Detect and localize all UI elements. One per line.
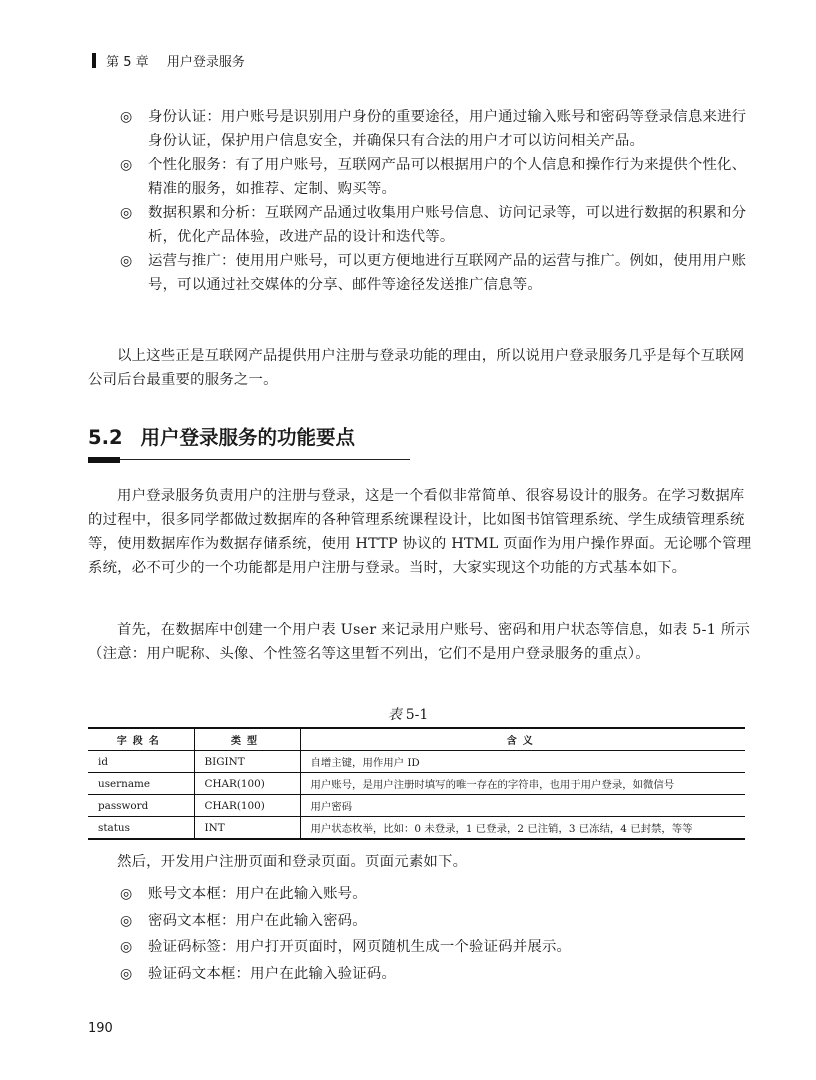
header-chapter: 第 5 章 — [106, 55, 149, 70]
body-paragraph: 首先，在数据库中创建一个用户表 User 来记录用户账号、密码和用户状态等信息，如表 5-1 所示（注意：用户昵称、头像、个性签名等这里暂不列出，它们不是用户登录服务的重点）。 — [88, 622, 751, 662]
bullet-text: 验证码标签：用户打开页面时，网页随机生成一个验证码并展示。 — [148, 939, 572, 955]
bullet-icon: ◎ — [120, 886, 133, 902]
table-caption-number: 5-1 — [405, 707, 429, 723]
table-row — [88, 773, 745, 795]
bullet-text: 数据积累和分析：互联网产品通过收集用户账号信息、访问记录等，可以进行数据的积累和分析，优化产品体验，改进产品的设计和迭代等。 — [148, 205, 747, 245]
list-item — [120, 910, 752, 934]
bullet-text: 个性化服务：有了用户账号，互联网产品可以根据用户的个人信息和操作行为来提供个性化、精准的服务，如推荐、定制、购买等。 — [148, 157, 747, 197]
header-bar-decoration — [92, 53, 96, 68]
bullet-icon: ◎ — [120, 157, 133, 173]
table-header-row — [88, 728, 745, 751]
table-cell: status — [88, 817, 194, 840]
list-item — [120, 106, 752, 153]
table-cell: password — [88, 795, 194, 817]
bullet-text: 验证码文本框：用户在此输入验证码。 — [148, 965, 397, 982]
bullet-icon: ◎ — [120, 109, 133, 125]
intro-bullet-list — [120, 106, 752, 298]
table-cell: 自增主键，用作用户 ID — [300, 751, 745, 773]
column-header: 类型 — [194, 728, 300, 751]
table-cell: id — [88, 751, 194, 773]
table-cell: CHAR(100) — [194, 795, 300, 817]
list-item — [120, 202, 752, 249]
running-header — [92, 53, 245, 72]
table-row — [88, 751, 745, 773]
heading-underline — [88, 459, 410, 460]
after-table-paragraph: 然后，开发用户注册页面和登录页面。页面元素如下。 — [117, 854, 468, 870]
summary-paragraph: 以上这些正是互联网产品提供用户注册与登录功能的理由，所以说用户登录服务几乎是每个互联网公司后台最重要的服务之一。 — [88, 348, 745, 388]
table-cell: BIGINT — [194, 751, 300, 773]
header-title: 用户登录服务 — [166, 55, 245, 70]
table-row — [88, 795, 745, 817]
page-number: 190 — [88, 1021, 113, 1036]
body-paragraph: 用户登录服务负责用户的注册与登录，这是一个看似非常简单、很容易设计的服务。在学习数据库的过程中，很多同学都做过数据库的各种管理系统课程设计，比如图书馆管理系统、学生成绩管理系统等，使用数据库作为数据存储系统，使用 HTTP 协议的 HTML 页面作为用户操作界面。无论哪个管理系统，必不可少的一个功能都是用户注册与登录。当时，大家实现这个功能的方式基本如下。 — [88, 488, 752, 576]
list-item — [120, 963, 752, 987]
list-item — [120, 936, 752, 960]
section-number: 5.2 — [88, 426, 123, 449]
bullet-icon: ◎ — [120, 912, 133, 929]
table-cell: username — [88, 773, 194, 795]
table-caption — [0, 706, 816, 724]
bullet-text: 密码文本框：用户在此输入密码。 — [148, 912, 367, 929]
table-cell: 用户账号，是用户注册时填写的唯一存在的字符串，也用于用户登录，如微信号 — [300, 773, 745, 795]
user-table — [88, 727, 745, 840]
section-heading — [88, 424, 410, 452]
bullet-icon: ◎ — [120, 965, 133, 982]
list-item — [120, 883, 752, 907]
list-item — [120, 250, 752, 297]
table-row — [88, 817, 745, 840]
column-header: 含义 — [300, 728, 745, 751]
table-cell: CHAR(100) — [194, 773, 300, 795]
section-title: 用户登录服务的功能要点 — [140, 426, 356, 449]
column-header: 字段名 — [88, 728, 194, 751]
bullet-icon: ◎ — [120, 253, 133, 269]
table-cell: INT — [194, 817, 300, 840]
list-item — [120, 154, 752, 201]
bullet-icon: ◎ — [120, 939, 133, 955]
page-elements-list — [120, 883, 752, 989]
heading-underline-accent — [88, 457, 120, 463]
bullet-text: 账号文本框：用户在此输入账号。 — [148, 886, 367, 902]
table-caption-prefix: 表 — [387, 707, 402, 723]
table-cell: 用户密码 — [300, 795, 745, 817]
bullet-text: 运营与推广：使用用户账号，可以更方便地进行互联网产品的运营与推广。例如，使用用户账号，可以通过社交媒体的分享、邮件等途径发送推广信息等。 — [148, 253, 747, 293]
bullet-text: 身份认证：用户账号是识别用户身份的重要途径，用户通过输入账号和密码等登录信息来进行身份认证，保护用户信息安全，并确保只有合法的用户才可以访问相关产品。 — [148, 109, 747, 149]
bullet-icon: ◎ — [120, 205, 133, 221]
table-cell: 用户状态枚举，比如：0 未登录，1 已登录，2 已注销，3 已冻结，4 已封禁，等等 — [310, 823, 693, 835]
